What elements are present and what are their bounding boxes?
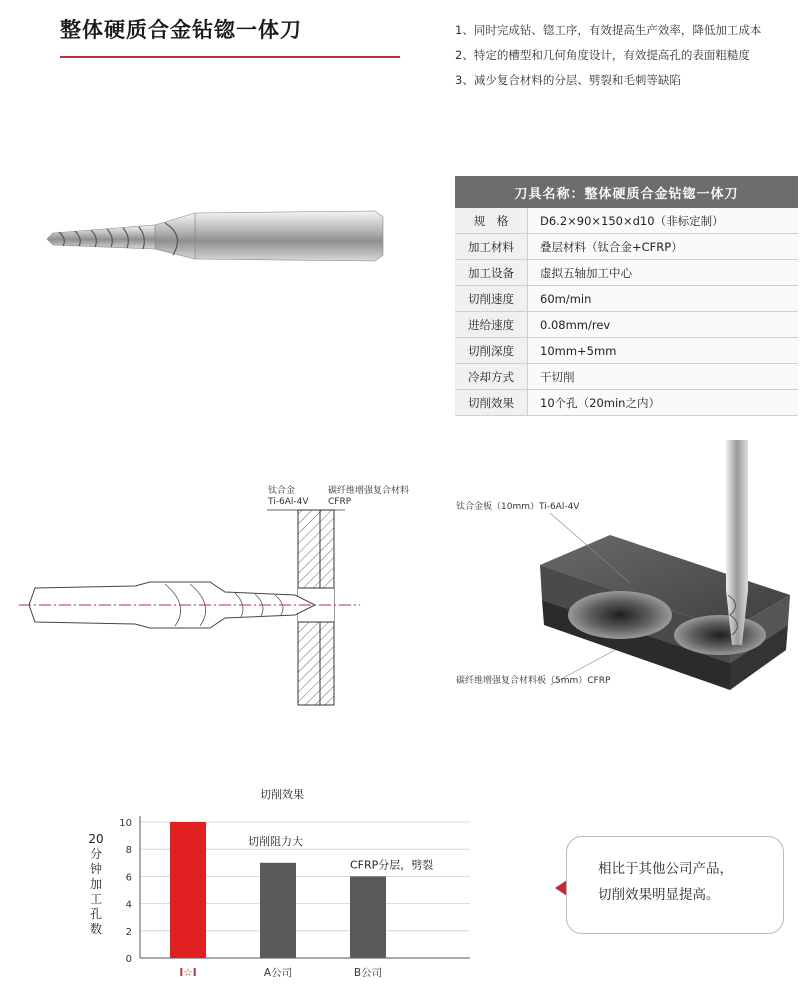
feature-item: 3、减少复合材料的分层、劈裂和毛刺等缺陷	[455, 73, 681, 87]
table-row	[455, 390, 798, 416]
label-ti-plate: 钛合金板（10mm）Ti-6Al-4V	[456, 502, 580, 512]
tool-photo	[45, 205, 390, 275]
label-cfrp-plate: 碳纤维增强复合材料板（5mm）CFRP	[456, 676, 611, 686]
chart-y-ticks	[119, 818, 132, 965]
feature-item: 2、特定的槽型和几何角度设计，有效提高孔的表面粗糙度	[455, 48, 750, 62]
spec-value: 叠层材料（钛合金+CFRP）	[528, 234, 799, 260]
spec-table	[455, 176, 798, 416]
x-tick-label: B公司	[353, 967, 383, 979]
page-title: 整体硬质合金钻锪一体刀	[60, 18, 302, 42]
spec-key: 进给速度	[455, 312, 528, 338]
bar	[260, 863, 296, 958]
table-row	[455, 286, 798, 312]
spec-value: 0.08mm/rev	[528, 312, 799, 338]
plate-render	[520, 435, 800, 705]
technical-drawing	[15, 480, 360, 710]
chart-y-axis-label: 20分钟加工孔数	[88, 832, 104, 936]
feature-list	[455, 18, 761, 93]
table-row	[455, 260, 798, 286]
label-titanium: 钛合金 Ti-6Al-4V	[268, 486, 309, 507]
spec-value: 10mm+5mm	[528, 338, 799, 364]
table-row	[455, 312, 798, 338]
y-tick-label: 10	[119, 818, 132, 829]
spec-value: 干切削	[528, 364, 799, 390]
spec-value: 虚拟五轴加工中心	[528, 260, 799, 286]
bar-annotation: CFRP分层，劈裂	[350, 858, 434, 872]
spec-key: 冷却方式	[455, 364, 528, 390]
spec-value: 10个孔（20min之内）	[528, 390, 799, 416]
spec-key: 切削效果	[455, 390, 528, 416]
callout-text: 相比于其他公司产品， 切削效果明显提高。	[598, 861, 733, 903]
bar	[350, 876, 386, 958]
y-tick-label: 4	[125, 899, 132, 911]
x-tick-label: Ⅰ☆Ⅰ	[179, 967, 197, 979]
chart-x-labels	[179, 967, 382, 979]
y-tick-label: 2	[125, 926, 132, 938]
label-cfrp: 碳纤维增强复合材料 CFRP	[328, 486, 410, 507]
chart-title: 切削效果	[260, 788, 304, 801]
spec-key: 切削深度	[455, 338, 528, 364]
spec-key: 加工材料	[455, 234, 528, 260]
table-row	[455, 338, 798, 364]
feature-item: 1、同时完成钻、锪工序，有效提高生产效率，降低加工成本	[455, 23, 762, 37]
x-tick-label: A公司	[263, 967, 293, 979]
spec-value: 60m/min	[528, 286, 799, 312]
bar	[170, 822, 206, 958]
table-row	[455, 364, 798, 390]
y-tick-label: 0	[125, 954, 132, 965]
y-tick-label: 6	[125, 872, 132, 884]
bar-annotation: 切削阻力大	[248, 834, 303, 848]
table-row	[455, 208, 798, 234]
y-tick-label: 8	[125, 845, 132, 857]
spec-table-header: 刀具名称：整体硬质合金钻锪一体刀	[455, 176, 798, 208]
spec-key: 加工设备	[455, 260, 528, 286]
spec-key: 切削速度	[455, 286, 528, 312]
spec-key: 规 格	[455, 208, 528, 234]
title-underline	[60, 56, 400, 58]
bar-chart	[60, 778, 480, 983]
spec-value: D6.2×90×150×d10（非标定制）	[528, 208, 799, 234]
table-row	[455, 234, 798, 260]
